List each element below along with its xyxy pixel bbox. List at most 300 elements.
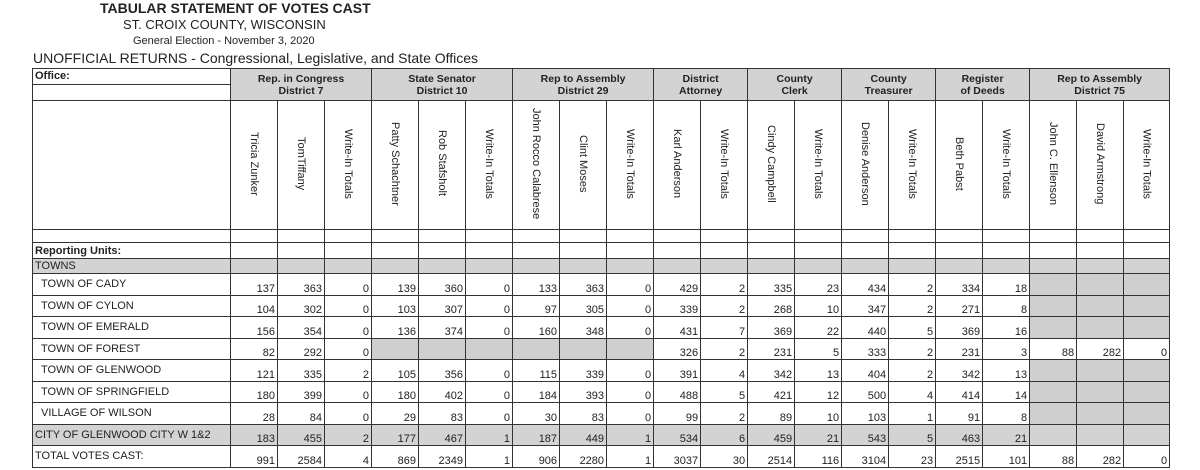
candidate-header bbox=[607, 101, 654, 230]
vote-cell: 2 bbox=[701, 338, 748, 360]
empty-cell bbox=[278, 243, 325, 259]
vote-cell: 0 bbox=[607, 360, 654, 382]
vote-cell: 0 bbox=[466, 317, 513, 339]
vote-cell: 348 bbox=[560, 317, 607, 339]
vote-cell: 440 bbox=[842, 317, 889, 339]
vote-cell: 156 bbox=[231, 317, 278, 339]
total-cell: 2515 bbox=[936, 446, 983, 468]
candidate-header bbox=[372, 101, 419, 230]
vote-cell bbox=[1124, 424, 1170, 446]
vote-cell: 369 bbox=[748, 317, 795, 339]
candidate-name: Write-In Totals bbox=[342, 128, 355, 199]
vote-cell: 5 bbox=[795, 338, 842, 360]
vote-cell: 5 bbox=[889, 317, 936, 339]
spacer-cell bbox=[795, 230, 842, 243]
vote-cell bbox=[1124, 381, 1170, 403]
vote-cell: 369 bbox=[936, 317, 983, 339]
vote-cell: 13 bbox=[983, 360, 1030, 382]
vote-cell: 463 bbox=[936, 424, 983, 446]
vote-cell: 429 bbox=[654, 274, 701, 296]
candidate-name: TomTiffany bbox=[295, 136, 307, 191]
candidate-header bbox=[654, 101, 701, 230]
vote-cell: 88 bbox=[1030, 338, 1077, 360]
candidate-name: Write-In Totals bbox=[906, 128, 919, 199]
vote-cell: 0 bbox=[466, 403, 513, 425]
empty-cell bbox=[654, 243, 701, 259]
vote-cell: 231 bbox=[748, 338, 795, 360]
spacer-cell bbox=[372, 230, 419, 243]
candidate-name: Write-In Totals bbox=[718, 128, 731, 199]
vote-cell bbox=[1124, 360, 1170, 382]
reporting-units-row bbox=[33, 243, 1170, 259]
vote-cell bbox=[513, 338, 560, 360]
vote-cell: 363 bbox=[278, 274, 325, 296]
vote-cell: 5 bbox=[889, 424, 936, 446]
candidate-header-blank bbox=[33, 101, 231, 230]
spacer-cell bbox=[842, 230, 889, 243]
total-cell: 2584 bbox=[278, 446, 325, 468]
vote-cell: 10 bbox=[795, 403, 842, 425]
vote-cell: 105 bbox=[372, 360, 419, 382]
vote-cell bbox=[1077, 317, 1124, 339]
empty-cell bbox=[325, 243, 372, 259]
vote-cell: 334 bbox=[936, 274, 983, 296]
total-cell: 88 bbox=[1030, 446, 1077, 468]
reporting-unit-name: TOWN OF SPRINGFIELD bbox=[33, 381, 231, 403]
empty-cell bbox=[419, 259, 466, 274]
vote-cell bbox=[1077, 295, 1124, 317]
office-header-state-senator: State Senator District 10 bbox=[372, 69, 513, 101]
spacer-cell bbox=[466, 230, 513, 243]
table-row bbox=[33, 403, 1170, 425]
vote-cell bbox=[1077, 403, 1124, 425]
total-cell: 30 bbox=[701, 446, 748, 468]
vote-cell: 0 bbox=[466, 274, 513, 296]
vote-cell bbox=[1030, 295, 1077, 317]
vote-cell bbox=[372, 338, 419, 360]
spacer-cell bbox=[560, 230, 607, 243]
vote-cell: 0 bbox=[325, 381, 372, 403]
vote-cell bbox=[1077, 274, 1124, 296]
vote-cell: 6 bbox=[701, 424, 748, 446]
vote-cell: 282 bbox=[1077, 338, 1124, 360]
spacer-row bbox=[33, 230, 1170, 243]
vote-cell bbox=[1030, 360, 1077, 382]
total-cell: 3104 bbox=[842, 446, 889, 468]
total-label: TOTAL VOTES CAST: bbox=[33, 446, 231, 468]
vote-cell: 434 bbox=[842, 274, 889, 296]
vote-cell: 104 bbox=[231, 295, 278, 317]
candidate-name: Denise Anderson bbox=[859, 121, 872, 206]
empty-cell bbox=[231, 259, 278, 274]
section-row-towns bbox=[33, 259, 1170, 274]
total-cell: 23 bbox=[889, 446, 936, 468]
table-row bbox=[33, 295, 1170, 317]
vote-cell: 404 bbox=[842, 360, 889, 382]
report-title: TABULAR STATEMENT OF VOTES CAST bbox=[100, 0, 371, 16]
vote-cell: 302 bbox=[278, 295, 325, 317]
vote-cell: 0 bbox=[325, 338, 372, 360]
reporting-unit-name: TOWN OF FOREST bbox=[33, 338, 231, 360]
vote-cell: 2 bbox=[889, 295, 936, 317]
spacer-cell bbox=[983, 230, 1030, 243]
vote-cell bbox=[1124, 295, 1170, 317]
vote-cell: 459 bbox=[748, 424, 795, 446]
candidate-header bbox=[983, 101, 1030, 230]
empty-cell bbox=[983, 259, 1030, 274]
total-cell: 4 bbox=[325, 446, 372, 468]
reporting-units-label: Reporting Units: bbox=[33, 243, 231, 259]
vote-cell: 8 bbox=[983, 295, 1030, 317]
vote-cell: 2 bbox=[325, 424, 372, 446]
vote-cell: 0 bbox=[607, 295, 654, 317]
vote-cell: 0 bbox=[607, 317, 654, 339]
spacer-cell bbox=[1077, 230, 1124, 243]
candidate-name: Write-In Totals bbox=[624, 128, 637, 199]
empty-cell bbox=[842, 243, 889, 259]
empty-cell bbox=[607, 243, 654, 259]
candidate-name: Patty Schachtner bbox=[389, 121, 402, 206]
total-cell: 0 bbox=[1124, 446, 1170, 468]
office-label: Office: bbox=[35, 70, 70, 82]
section-label: TOWNS bbox=[33, 259, 231, 274]
vote-cell bbox=[1124, 403, 1170, 425]
candidate-header bbox=[1077, 101, 1124, 230]
spacer-cell bbox=[1124, 230, 1170, 243]
vote-cell: 16 bbox=[983, 317, 1030, 339]
vote-cell: 10 bbox=[795, 295, 842, 317]
vote-cell: 391 bbox=[654, 360, 701, 382]
vote-cell: 543 bbox=[842, 424, 889, 446]
office-header-district-attorney: District Attorney bbox=[654, 69, 748, 101]
vote-cell: 271 bbox=[936, 295, 983, 317]
empty-cell bbox=[1077, 243, 1124, 259]
empty-cell bbox=[1124, 259, 1170, 274]
vote-cell: 0 bbox=[607, 403, 654, 425]
total-cell: 101 bbox=[983, 446, 1030, 468]
empty-cell bbox=[372, 259, 419, 274]
vote-cell: 2 bbox=[889, 274, 936, 296]
vote-cell: 14 bbox=[983, 381, 1030, 403]
candidate-name: Clint Moses bbox=[577, 134, 590, 193]
vote-cell: 0 bbox=[325, 274, 372, 296]
vote-cell bbox=[1077, 424, 1124, 446]
total-cell: 2514 bbox=[748, 446, 795, 468]
candidate-header bbox=[842, 101, 889, 230]
empty-cell bbox=[1030, 259, 1077, 274]
vote-cell: 2 bbox=[325, 360, 372, 382]
vote-cell: 7 bbox=[701, 317, 748, 339]
vote-cell: 402 bbox=[419, 381, 466, 403]
vote-cell bbox=[607, 338, 654, 360]
vote-cell: 431 bbox=[654, 317, 701, 339]
empty-cell bbox=[560, 243, 607, 259]
vote-cell: 393 bbox=[560, 381, 607, 403]
vote-cell: 0 bbox=[466, 295, 513, 317]
empty-cell bbox=[278, 259, 325, 274]
table-row bbox=[33, 338, 1170, 360]
office-header-assembly-29: Rep to Assembly District 29 bbox=[513, 69, 654, 101]
vote-cell: 8 bbox=[983, 403, 1030, 425]
vote-cell: 97 bbox=[513, 295, 560, 317]
reporting-unit-name: TOWN OF CADY bbox=[33, 274, 231, 296]
candidate-name: Write-In Totals bbox=[812, 128, 825, 199]
candidate-header bbox=[278, 101, 325, 230]
vote-cell: 187 bbox=[513, 424, 560, 446]
candidate-name: Tricia Zunker bbox=[248, 131, 260, 196]
reporting-unit-name: TOWN OF EMERALD bbox=[33, 317, 231, 339]
table-row bbox=[33, 317, 1170, 339]
empty-cell bbox=[231, 243, 278, 259]
vote-cell bbox=[1030, 381, 1077, 403]
office-label-cell bbox=[33, 69, 231, 101]
vote-cell: 18 bbox=[983, 274, 1030, 296]
reporting-unit-name: TOWN OF CYLON bbox=[33, 295, 231, 317]
candidate-name: Write-In Totals bbox=[483, 128, 496, 199]
vote-cell: 363 bbox=[560, 274, 607, 296]
total-cell: 2349 bbox=[419, 446, 466, 468]
vote-cell: 360 bbox=[419, 274, 466, 296]
vote-cell bbox=[1124, 317, 1170, 339]
empty-cell bbox=[466, 243, 513, 259]
office-header-county-treasurer: County Treasurer bbox=[842, 69, 936, 101]
candidate-name: Karl Anderson bbox=[671, 128, 684, 199]
vote-cell: 103 bbox=[842, 403, 889, 425]
vote-cell: 5 bbox=[701, 381, 748, 403]
vote-cell: 184 bbox=[513, 381, 560, 403]
candidate-name: David Armstrong bbox=[1094, 122, 1107, 205]
vote-cell: 23 bbox=[795, 274, 842, 296]
empty-cell bbox=[325, 259, 372, 274]
vote-cell: 103 bbox=[372, 295, 419, 317]
empty-cell bbox=[936, 243, 983, 259]
vote-cell: 342 bbox=[748, 360, 795, 382]
vote-cell: 414 bbox=[936, 381, 983, 403]
vote-cell: 307 bbox=[419, 295, 466, 317]
vote-cell: 115 bbox=[513, 360, 560, 382]
vote-cell bbox=[1030, 317, 1077, 339]
candidate-header bbox=[1124, 101, 1170, 230]
vote-cell: 82 bbox=[231, 338, 278, 360]
empty-cell bbox=[701, 259, 748, 274]
vote-cell: 160 bbox=[513, 317, 560, 339]
vote-cell: 0 bbox=[607, 274, 654, 296]
candidate-header bbox=[795, 101, 842, 230]
vote-cell: 3 bbox=[983, 338, 1030, 360]
vote-cell: 2 bbox=[889, 360, 936, 382]
vote-cell: 500 bbox=[842, 381, 889, 403]
spacer-cell bbox=[889, 230, 936, 243]
table-row bbox=[33, 381, 1170, 403]
total-row bbox=[33, 446, 1170, 468]
returns-description: UNOFFICIAL RETURNS - Congressional, Legislative, and State Offices bbox=[33, 50, 479, 66]
candidate-name: Cindy Campbell bbox=[765, 124, 778, 203]
vote-cell: 339 bbox=[560, 360, 607, 382]
total-cell: 282 bbox=[1077, 446, 1124, 468]
empty-cell bbox=[842, 259, 889, 274]
vote-cell: 2 bbox=[701, 274, 748, 296]
vote-cell: 1 bbox=[466, 424, 513, 446]
empty-cell bbox=[1077, 259, 1124, 274]
empty-cell bbox=[889, 259, 936, 274]
vote-cell: 467 bbox=[419, 424, 466, 446]
office-header-assembly-75: Rep to Assembly District 75 bbox=[1030, 69, 1170, 101]
vote-cell: 4 bbox=[701, 360, 748, 382]
candidate-header bbox=[325, 101, 372, 230]
vote-cell: 183 bbox=[231, 424, 278, 446]
reporting-unit-name: VILLAGE OF WILSON bbox=[33, 403, 231, 425]
candidate-name: Rob Stafsholt bbox=[436, 130, 449, 197]
candidate-header bbox=[466, 101, 513, 230]
table-row bbox=[33, 274, 1170, 296]
vote-cell: 28 bbox=[231, 403, 278, 425]
office-header-register-of-deeds: Register of Deeds bbox=[936, 69, 1030, 101]
total-cell: 906 bbox=[513, 446, 560, 468]
vote-cell: 0 bbox=[607, 381, 654, 403]
vote-cell: 326 bbox=[654, 338, 701, 360]
vote-cell: 333 bbox=[842, 338, 889, 360]
spacer-cell bbox=[419, 230, 466, 243]
empty-cell bbox=[513, 243, 560, 259]
vote-cell: 2 bbox=[889, 338, 936, 360]
vote-cell: 374 bbox=[419, 317, 466, 339]
vote-cell: 21 bbox=[795, 424, 842, 446]
spacer-cell bbox=[654, 230, 701, 243]
empty-cell bbox=[748, 259, 795, 274]
empty-cell bbox=[372, 243, 419, 259]
vote-cell: 99 bbox=[654, 403, 701, 425]
candidate-name: John Rocco Calabrese bbox=[530, 107, 543, 220]
vote-cell bbox=[1030, 403, 1077, 425]
vote-cell: 177 bbox=[372, 424, 419, 446]
empty-cell bbox=[795, 259, 842, 274]
votes-table bbox=[32, 68, 1170, 468]
office-header-county-clerk: County Clerk bbox=[748, 69, 842, 101]
empty-cell bbox=[889, 243, 936, 259]
vote-cell: 356 bbox=[419, 360, 466, 382]
vote-cell: 83 bbox=[560, 403, 607, 425]
total-cell: 116 bbox=[795, 446, 842, 468]
spacer-cell bbox=[936, 230, 983, 243]
empty-cell bbox=[795, 243, 842, 259]
vote-cell bbox=[560, 338, 607, 360]
spacer-cell bbox=[607, 230, 654, 243]
vote-cell: 0 bbox=[466, 360, 513, 382]
vote-cell: 180 bbox=[231, 381, 278, 403]
empty-cell bbox=[419, 243, 466, 259]
spacer-cell bbox=[748, 230, 795, 243]
spacer-cell bbox=[513, 230, 560, 243]
candidate-name: Write-In Totals bbox=[1000, 128, 1013, 199]
vote-cell: 84 bbox=[278, 403, 325, 425]
vote-cell: 421 bbox=[748, 381, 795, 403]
candidate-header bbox=[231, 101, 278, 230]
vote-cell: 534 bbox=[654, 424, 701, 446]
spacer-cell bbox=[231, 230, 278, 243]
office-header-rep-congress: Rep. in Congress District 7 bbox=[231, 69, 372, 101]
spacer-cell bbox=[1030, 230, 1077, 243]
vote-cell: 399 bbox=[278, 381, 325, 403]
candidate-header bbox=[1030, 101, 1077, 230]
vote-cell bbox=[419, 338, 466, 360]
total-cell: 1 bbox=[607, 446, 654, 468]
vote-cell: 339 bbox=[654, 295, 701, 317]
spacer-cell bbox=[701, 230, 748, 243]
vote-cell: 2 bbox=[701, 295, 748, 317]
vote-cell: 30 bbox=[513, 403, 560, 425]
vote-cell: 231 bbox=[936, 338, 983, 360]
vote-cell: 354 bbox=[278, 317, 325, 339]
vote-cell: 89 bbox=[748, 403, 795, 425]
vote-cell: 13 bbox=[795, 360, 842, 382]
vote-cell: 342 bbox=[936, 360, 983, 382]
vote-cell: 449 bbox=[560, 424, 607, 446]
vote-cell: 0 bbox=[325, 295, 372, 317]
reporting-unit-name: CITY OF GLENWOOD CITY W 1&2 bbox=[33, 424, 231, 446]
vote-cell bbox=[1077, 360, 1124, 382]
candidate-name: Write-In Totals bbox=[1140, 128, 1153, 199]
vote-cell: 133 bbox=[513, 274, 560, 296]
empty-cell bbox=[701, 243, 748, 259]
vote-cell bbox=[466, 338, 513, 360]
vote-cell: 21 bbox=[983, 424, 1030, 446]
vote-cell: 12 bbox=[795, 381, 842, 403]
empty-cell bbox=[1124, 243, 1170, 259]
vote-cell: 0 bbox=[466, 381, 513, 403]
vote-cell: 347 bbox=[842, 295, 889, 317]
candidate-header bbox=[560, 101, 607, 230]
vote-cell bbox=[1077, 381, 1124, 403]
vote-cell: 1 bbox=[889, 403, 936, 425]
vote-cell: 455 bbox=[278, 424, 325, 446]
candidate-header bbox=[513, 101, 560, 230]
empty-cell bbox=[936, 259, 983, 274]
vote-cell bbox=[1030, 274, 1077, 296]
candidate-name: John C. Ellenson bbox=[1047, 121, 1060, 206]
vote-cell: 2 bbox=[701, 403, 748, 425]
vote-cell bbox=[1030, 424, 1077, 446]
table-row bbox=[33, 424, 1170, 446]
table-row bbox=[33, 360, 1170, 382]
vote-cell: 0 bbox=[1124, 338, 1170, 360]
candidate-header bbox=[936, 101, 983, 230]
empty-cell bbox=[1030, 243, 1077, 259]
vote-cell: 136 bbox=[372, 317, 419, 339]
vote-cell: 305 bbox=[560, 295, 607, 317]
empty-cell bbox=[607, 259, 654, 274]
candidate-name: Beth Pabst bbox=[953, 136, 966, 191]
county-name: ST. CROIX COUNTY, WISCONSIN bbox=[123, 17, 326, 32]
vote-cell: 488 bbox=[654, 381, 701, 403]
vote-cell: 139 bbox=[372, 274, 419, 296]
vote-cell: 0 bbox=[325, 317, 372, 339]
vote-cell: 335 bbox=[278, 360, 325, 382]
vote-cell: 180 bbox=[372, 381, 419, 403]
spacer-cell bbox=[325, 230, 372, 243]
candidate-header bbox=[889, 101, 936, 230]
vote-cell: 83 bbox=[419, 403, 466, 425]
spacer-cell bbox=[33, 230, 231, 243]
vote-cell bbox=[1124, 274, 1170, 296]
total-cell: 991 bbox=[231, 446, 278, 468]
vote-cell: 22 bbox=[795, 317, 842, 339]
spacer-cell bbox=[278, 230, 325, 243]
vote-cell: 335 bbox=[748, 274, 795, 296]
election-name: General Election - November 3, 2020 bbox=[133, 35, 315, 47]
vote-cell: 121 bbox=[231, 360, 278, 382]
total-cell: 3037 bbox=[654, 446, 701, 468]
candidate-header bbox=[419, 101, 466, 230]
